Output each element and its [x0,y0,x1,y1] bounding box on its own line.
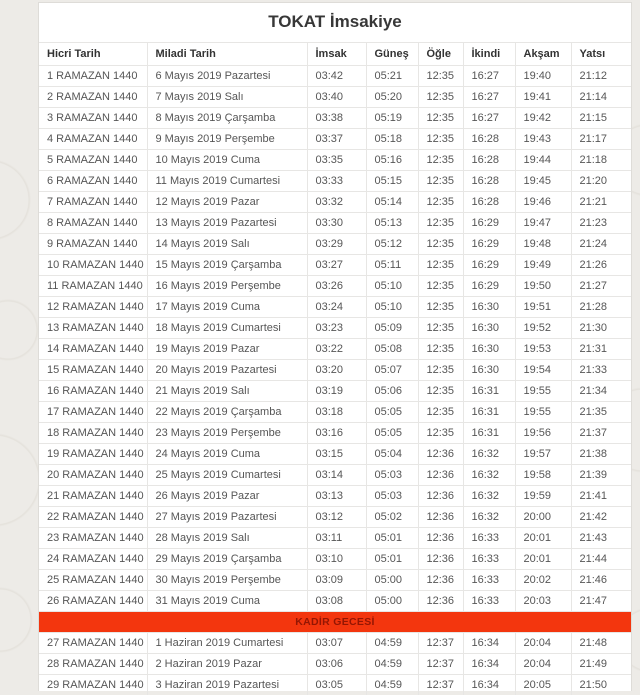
hicri-date-cell: 24 RAMAZAN 1440 [39,549,147,570]
page-title: TOKAT İmsakiye [39,3,631,42]
yatsi-time-cell: 21:38 [571,444,631,465]
gunes-time-cell: 05:10 [366,276,418,297]
imsak-time-cell: 03:24 [307,297,366,318]
table-row [39,87,631,108]
table-row [39,66,631,87]
miladi-date-cell: 27 Mayıs 2019 Pazartesi [147,507,307,528]
yatsi-time-cell: 21:12 [571,66,631,87]
imsak-time-cell: 03:37 [307,129,366,150]
miladi-date-cell: 12 Mayıs 2019 Pazar [147,192,307,213]
yatsi-time-cell: 21:26 [571,255,631,276]
ogle-time-cell: 12:36 [418,549,463,570]
table-row [39,654,631,675]
ogle-time-cell: 12:35 [418,255,463,276]
hicri-date-cell: 9 RAMAZAN 1440 [39,234,147,255]
hicri-date-cell: 7 RAMAZAN 1440 [39,192,147,213]
miladi-date-cell: 7 Mayıs 2019 Salı [147,87,307,108]
hicri-date-cell: 10 RAMAZAN 1440 [39,255,147,276]
gunes-time-cell: 05:19 [366,108,418,129]
ikindi-time-cell: 16:28 [463,192,515,213]
miladi-date-cell: 20 Mayıs 2019 Pazartesi [147,360,307,381]
imsak-time-cell: 03:13 [307,486,366,507]
aksam-time-cell: 19:45 [515,171,571,192]
gunes-time-cell: 05:04 [366,444,418,465]
hicri-date-cell: 26 RAMAZAN 1440 [39,591,147,612]
ikindi-time-cell: 16:30 [463,339,515,360]
ogle-time-cell: 12:35 [418,234,463,255]
table-row [39,129,631,150]
imsak-time-cell: 03:07 [307,633,366,654]
ogle-time-cell: 12:35 [418,402,463,423]
ogle-time-cell: 12:35 [418,129,463,150]
gunes-time-cell: 05:07 [366,360,418,381]
imsak-time-cell: 03:06 [307,654,366,675]
hicri-date-cell: 20 RAMAZAN 1440 [39,465,147,486]
yatsi-time-cell: 21:35 [571,402,631,423]
yatsi-time-cell: 21:44 [571,549,631,570]
miladi-date-cell: 10 Mayıs 2019 Cuma [147,150,307,171]
ikindi-time-cell: 16:27 [463,66,515,87]
imsak-time-cell: 03:42 [307,66,366,87]
table-row [39,171,631,192]
ogle-time-cell: 12:35 [418,339,463,360]
gunes-time-cell: 04:59 [366,675,418,695]
imsak-time-cell: 03:16 [307,423,366,444]
miladi-date-cell: 11 Mayıs 2019 Cumartesi [147,171,307,192]
yatsi-time-cell: 21:33 [571,360,631,381]
ikindi-time-cell: 16:33 [463,570,515,591]
hicri-date-cell: 25 RAMAZAN 1440 [39,570,147,591]
hicri-date-cell: 1 RAMAZAN 1440 [39,66,147,87]
table-row [39,444,631,465]
imsak-time-cell: 03:38 [307,108,366,129]
gunes-time-cell: 05:03 [366,486,418,507]
aksam-time-cell: 20:04 [515,654,571,675]
ikindi-time-cell: 16:31 [463,402,515,423]
ogle-time-cell: 12:36 [418,528,463,549]
aksam-time-cell: 19:41 [515,87,571,108]
ikindi-time-cell: 16:32 [463,486,515,507]
aksam-time-cell: 19:50 [515,276,571,297]
column-header-hicri-tarih: Hicri Tarih [39,43,147,66]
ogle-time-cell: 12:35 [418,213,463,234]
column-header-imsak: İmsak [307,43,366,66]
gunes-time-cell: 05:13 [366,213,418,234]
miladi-date-cell: 1 Haziran 2019 Cumartesi [147,633,307,654]
imsak-time-cell: 03:22 [307,339,366,360]
gunes-time-cell: 04:59 [366,654,418,675]
yatsi-time-cell: 21:18 [571,150,631,171]
ogle-time-cell: 12:35 [418,150,463,171]
column-header-yatsi: Yatsı [571,43,631,66]
table-row [39,465,631,486]
imsak-time-cell: 03:05 [307,675,366,695]
table-row [39,591,631,612]
gunes-time-cell: 05:18 [366,129,418,150]
hicri-date-cell: 13 RAMAZAN 1440 [39,318,147,339]
yatsi-time-cell: 21:23 [571,213,631,234]
yatsi-time-cell: 21:43 [571,528,631,549]
miladi-date-cell: 19 Mayıs 2019 Pazar [147,339,307,360]
ikindi-time-cell: 16:34 [463,654,515,675]
table-row [39,633,631,654]
ogle-time-cell: 12:36 [418,591,463,612]
imsak-time-cell: 03:09 [307,570,366,591]
ogle-time-cell: 12:35 [418,192,463,213]
miladi-date-cell: 29 Mayıs 2019 Çarşamba [147,549,307,570]
gunes-time-cell: 04:59 [366,633,418,654]
aksam-time-cell: 20:02 [515,570,571,591]
yatsi-time-cell: 21:37 [571,423,631,444]
hicri-date-cell: 27 RAMAZAN 1440 [39,633,147,654]
imsak-time-cell: 03:19 [307,381,366,402]
miladi-date-cell: 18 Mayıs 2019 Cumartesi [147,318,307,339]
aksam-time-cell: 20:01 [515,549,571,570]
ogle-time-cell: 12:35 [418,381,463,402]
aksam-time-cell: 19:43 [515,129,571,150]
hicri-date-cell: 6 RAMAZAN 1440 [39,171,147,192]
imsak-time-cell: 03:20 [307,360,366,381]
yatsi-time-cell: 21:15 [571,108,631,129]
imsak-time-cell: 03:26 [307,276,366,297]
table-row [39,318,631,339]
miladi-date-cell: 14 Mayıs 2019 Salı [147,234,307,255]
table-row [39,360,631,381]
imsak-time-cell: 03:29 [307,234,366,255]
miladi-date-cell: 21 Mayıs 2019 Salı [147,381,307,402]
gunes-time-cell: 05:16 [366,150,418,171]
yatsi-time-cell: 21:31 [571,339,631,360]
table-row [39,507,631,528]
ogle-time-cell: 12:36 [418,570,463,591]
imsak-time-cell: 03:14 [307,465,366,486]
aksam-time-cell: 19:56 [515,423,571,444]
table-row [39,108,631,129]
miladi-date-cell: 3 Haziran 2019 Pazartesi [147,675,307,695]
table-row [39,234,631,255]
gunes-time-cell: 05:10 [366,297,418,318]
ikindi-time-cell: 16:33 [463,549,515,570]
prayer-times-table [39,42,631,695]
gunes-time-cell: 05:15 [366,171,418,192]
aksam-time-cell: 19:58 [515,465,571,486]
yatsi-time-cell: 21:39 [571,465,631,486]
yatsi-time-cell: 21:24 [571,234,631,255]
ikindi-time-cell: 16:30 [463,360,515,381]
column-header-miladi-tarih: Miladi Tarih [147,43,307,66]
table-header-row [39,43,631,66]
gunes-time-cell: 05:01 [366,528,418,549]
imsak-time-cell: 03:23 [307,318,366,339]
yatsi-time-cell: 21:42 [571,507,631,528]
ikindi-time-cell: 16:32 [463,444,515,465]
ikindi-time-cell: 16:28 [463,129,515,150]
imsak-time-cell: 03:35 [307,150,366,171]
ikindi-time-cell: 16:29 [463,255,515,276]
table-row [39,150,631,171]
ogle-time-cell: 12:35 [418,108,463,129]
gunes-time-cell: 05:06 [366,381,418,402]
aksam-time-cell: 19:52 [515,318,571,339]
table-row [39,297,631,318]
ogle-time-cell: 12:37 [418,654,463,675]
ogle-time-cell: 12:35 [418,360,463,381]
hicri-date-cell: 22 RAMAZAN 1440 [39,507,147,528]
ogle-time-cell: 12:35 [418,171,463,192]
gunes-time-cell: 05:03 [366,465,418,486]
ogle-time-cell: 12:35 [418,297,463,318]
miladi-date-cell: 25 Mayıs 2019 Cumartesi [147,465,307,486]
yatsi-time-cell: 21:27 [571,276,631,297]
hicri-date-cell: 18 RAMAZAN 1440 [39,423,147,444]
hicri-date-cell: 4 RAMAZAN 1440 [39,129,147,150]
imsak-time-cell: 03:40 [307,87,366,108]
aksam-time-cell: 19:47 [515,213,571,234]
table-row [39,339,631,360]
ogle-time-cell: 12:36 [418,507,463,528]
yatsi-time-cell: 21:48 [571,633,631,654]
hicri-date-cell: 28 RAMAZAN 1440 [39,654,147,675]
yatsi-time-cell: 21:14 [571,87,631,108]
imsak-time-cell: 03:33 [307,171,366,192]
gunes-time-cell: 05:08 [366,339,418,360]
miladi-date-cell: 9 Mayıs 2019 Perşembe [147,129,307,150]
table-row [39,528,631,549]
ikindi-time-cell: 16:30 [463,297,515,318]
gunes-time-cell: 05:05 [366,402,418,423]
imsak-time-cell: 03:18 [307,402,366,423]
ikindi-time-cell: 16:34 [463,675,515,695]
aksam-time-cell: 19:51 [515,297,571,318]
ikindi-time-cell: 16:28 [463,171,515,192]
column-header-gunes: Güneş [366,43,418,66]
aksam-time-cell: 20:03 [515,591,571,612]
kadir-gecesi-label: KADİR GECESİ [39,612,631,633]
ikindi-time-cell: 16:29 [463,213,515,234]
table-row [39,570,631,591]
table-row [39,213,631,234]
yatsi-time-cell: 21:21 [571,192,631,213]
gunes-time-cell: 05:09 [366,318,418,339]
miladi-date-cell: 16 Mayıs 2019 Perşembe [147,276,307,297]
ogle-time-cell: 12:37 [418,633,463,654]
ikindi-time-cell: 16:33 [463,591,515,612]
aksam-time-cell: 19:46 [515,192,571,213]
gunes-time-cell: 05:20 [366,87,418,108]
aksam-time-cell: 19:57 [515,444,571,465]
miladi-date-cell: 24 Mayıs 2019 Cuma [147,444,307,465]
imsak-time-cell: 03:08 [307,591,366,612]
yatsi-time-cell: 21:50 [571,675,631,695]
miladi-date-cell: 13 Mayıs 2019 Pazartesi [147,213,307,234]
table-row [39,192,631,213]
imsak-time-cell: 03:30 [307,213,366,234]
imsak-time-cell: 03:27 [307,255,366,276]
yatsi-time-cell: 21:28 [571,297,631,318]
hicri-date-cell: 11 RAMAZAN 1440 [39,276,147,297]
yatsi-time-cell: 21:46 [571,570,631,591]
ogle-time-cell: 12:36 [418,465,463,486]
hicri-date-cell: 3 RAMAZAN 1440 [39,108,147,129]
ikindi-time-cell: 16:31 [463,423,515,444]
miladi-date-cell: 28 Mayıs 2019 Salı [147,528,307,549]
miladi-date-cell: 23 Mayıs 2019 Perşembe [147,423,307,444]
column-header-aksam: Akşam [515,43,571,66]
aksam-time-cell: 19:48 [515,234,571,255]
miladi-date-cell: 30 Mayıs 2019 Perşembe [147,570,307,591]
ikindi-time-cell: 16:27 [463,87,515,108]
yatsi-time-cell: 21:49 [571,654,631,675]
hicri-date-cell: 23 RAMAZAN 1440 [39,528,147,549]
ikindi-time-cell: 16:32 [463,507,515,528]
gunes-time-cell: 05:00 [366,570,418,591]
ikindi-time-cell: 16:33 [463,528,515,549]
ogle-time-cell: 12:35 [418,318,463,339]
hicri-date-cell: 15 RAMAZAN 1440 [39,360,147,381]
aksam-time-cell: 19:49 [515,255,571,276]
gunes-time-cell: 05:02 [366,507,418,528]
miladi-date-cell: 2 Haziran 2019 Pazar [147,654,307,675]
gunes-time-cell: 05:01 [366,549,418,570]
miladi-date-cell: 8 Mayıs 2019 Çarşamba [147,108,307,129]
ogle-time-cell: 12:36 [418,444,463,465]
imsak-time-cell: 03:15 [307,444,366,465]
ikindi-time-cell: 16:30 [463,318,515,339]
aksam-time-cell: 20:04 [515,633,571,654]
ikindi-time-cell: 16:34 [463,633,515,654]
hicri-date-cell: 12 RAMAZAN 1440 [39,297,147,318]
aksam-time-cell: 19:42 [515,108,571,129]
hicri-date-cell: 21 RAMAZAN 1440 [39,486,147,507]
table-row [39,381,631,402]
aksam-time-cell: 19:55 [515,381,571,402]
ogle-time-cell: 12:35 [418,276,463,297]
table-row [39,402,631,423]
gunes-time-cell: 05:05 [366,423,418,444]
hicri-date-cell: 8 RAMAZAN 1440 [39,213,147,234]
imsak-time-cell: 03:10 [307,549,366,570]
column-header-ikindi: İkindi [463,43,515,66]
gunes-time-cell: 05:21 [366,66,418,87]
hicri-date-cell: 2 RAMAZAN 1440 [39,87,147,108]
yatsi-time-cell: 21:47 [571,591,631,612]
ogle-time-cell: 12:35 [418,87,463,108]
yatsi-time-cell: 21:30 [571,318,631,339]
kadir-gecesi-row [39,612,631,633]
aksam-time-cell: 19:55 [515,402,571,423]
hicri-date-cell: 16 RAMAZAN 1440 [39,381,147,402]
miladi-date-cell: 17 Mayıs 2019 Cuma [147,297,307,318]
yatsi-time-cell: 21:34 [571,381,631,402]
ikindi-time-cell: 16:29 [463,234,515,255]
gunes-time-cell: 05:11 [366,255,418,276]
hicri-date-cell: 17 RAMAZAN 1440 [39,402,147,423]
aksam-time-cell: 19:54 [515,360,571,381]
aksam-time-cell: 20:00 [515,507,571,528]
hicri-date-cell: 5 RAMAZAN 1440 [39,150,147,171]
column-header-ogle: Öğle [418,43,463,66]
ikindi-time-cell: 16:28 [463,150,515,171]
table-body [39,66,631,695]
ogle-time-cell: 12:36 [418,486,463,507]
hicri-date-cell: 29 RAMAZAN 1440 [39,675,147,695]
hicri-date-cell: 14 RAMAZAN 1440 [39,339,147,360]
aksam-time-cell: 19:53 [515,339,571,360]
ogle-time-cell: 12:35 [418,423,463,444]
aksam-time-cell: 20:01 [515,528,571,549]
table-row [39,549,631,570]
miladi-date-cell: 15 Mayıs 2019 Çarşamba [147,255,307,276]
miladi-date-cell: 26 Mayıs 2019 Pazar [147,486,307,507]
ogle-time-cell: 12:37 [418,675,463,695]
aksam-time-cell: 19:44 [515,150,571,171]
aksam-time-cell: 20:05 [515,675,571,695]
table-row [39,276,631,297]
ikindi-time-cell: 16:31 [463,381,515,402]
gunes-time-cell: 05:12 [366,234,418,255]
table-row [39,675,631,695]
hicri-date-cell: 19 RAMAZAN 1440 [39,444,147,465]
yatsi-time-cell: 21:20 [571,171,631,192]
ikindi-time-cell: 16:32 [463,465,515,486]
table-row [39,255,631,276]
gunes-time-cell: 05:14 [366,192,418,213]
aksam-time-cell: 19:40 [515,66,571,87]
aksam-time-cell: 19:59 [515,486,571,507]
ogle-time-cell: 12:35 [418,66,463,87]
gunes-time-cell: 05:00 [366,591,418,612]
yatsi-time-cell: 21:17 [571,129,631,150]
table-row [39,486,631,507]
miladi-date-cell: 31 Mayıs 2019 Cuma [147,591,307,612]
ikindi-time-cell: 16:29 [463,276,515,297]
miladi-date-cell: 6 Mayıs 2019 Pazartesi [147,66,307,87]
miladi-date-cell: 22 Mayıs 2019 Çarşamba [147,402,307,423]
table-row [39,423,631,444]
imsak-time-cell: 03:11 [307,528,366,549]
imsak-time-cell: 03:12 [307,507,366,528]
ikindi-time-cell: 16:27 [463,108,515,129]
yatsi-time-cell: 21:41 [571,486,631,507]
imsak-time-cell: 03:32 [307,192,366,213]
imsakiye-card [38,2,632,691]
